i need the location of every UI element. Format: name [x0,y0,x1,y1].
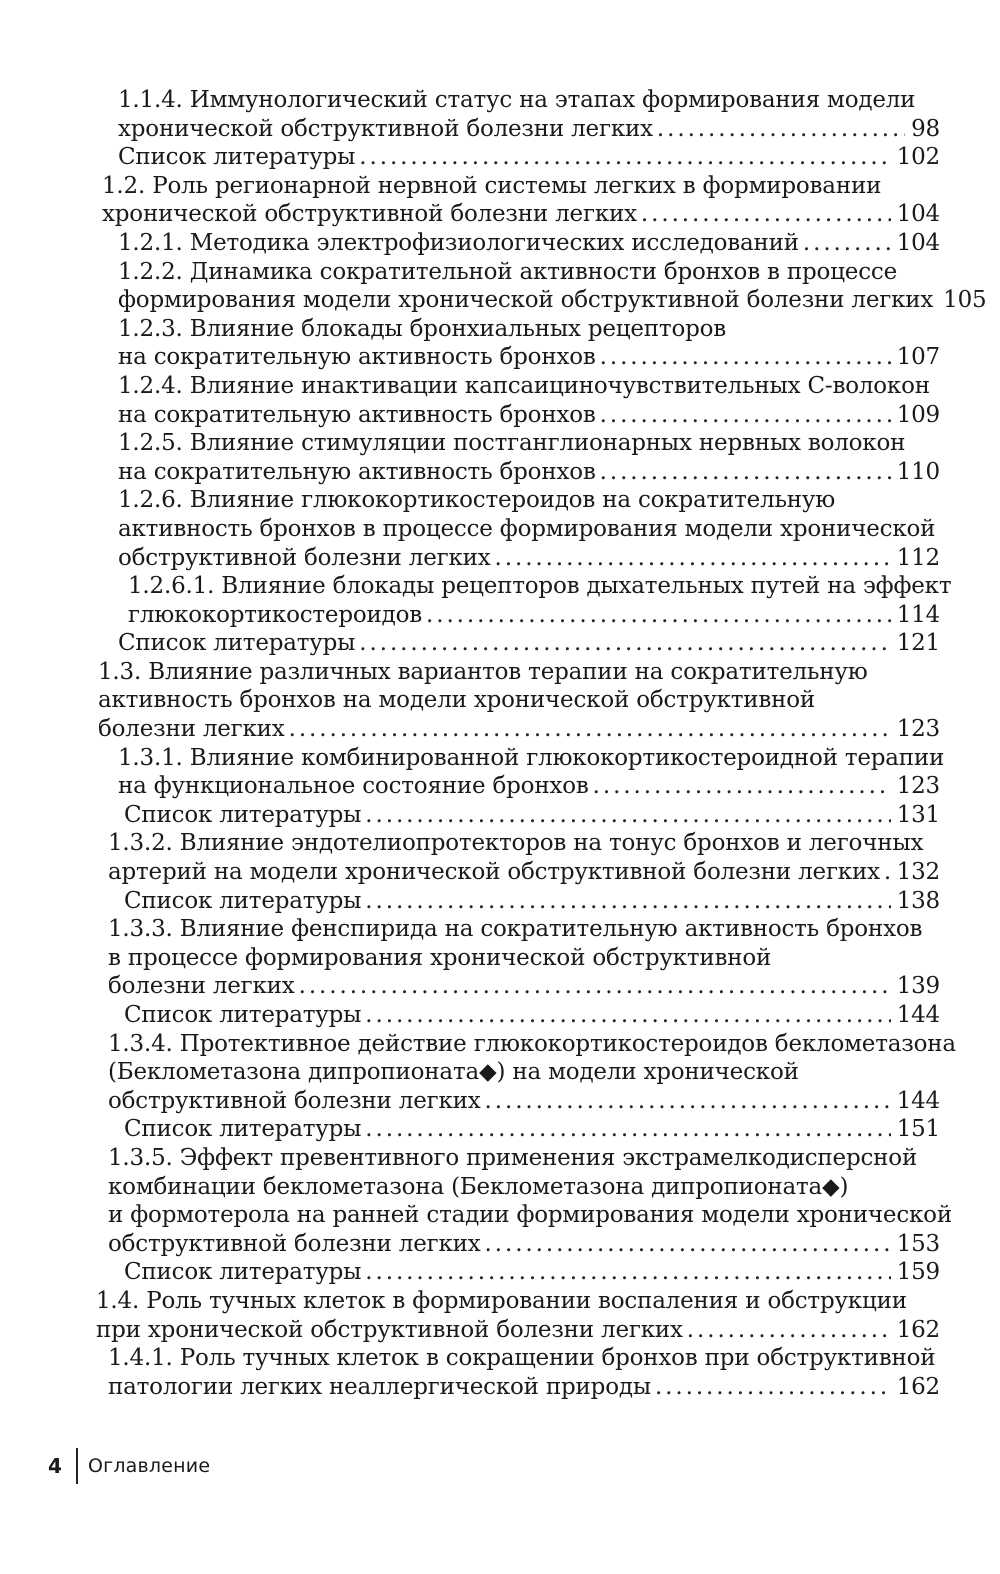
toc-entry-page: 98 [911,115,940,142]
toc-entry-title-line: 1.2.4. Влияние инактивации капсаициночувствительных С-волокон [118,372,930,399]
toc-entry-title-line: 1.2.3. Влияние блокады бронхиальных рецепторов [118,315,727,342]
toc-entry-page: 109 [896,401,940,428]
toc-entry [118,486,940,572]
toc-entry [118,744,945,801]
toc-entry-title-line: при хронической обструктивной болезни легких [96,1316,683,1343]
toc-entry-page: 105 [943,287,987,314]
toc-entry-title-line: глюкокортикостероидов [128,601,423,628]
toc-entry-last-line [118,772,940,801]
toc-entry-page: 110 [896,458,940,485]
toc-entry-title-line: 1.3.2. Влияние эндотелиопротекторов на тонус бронхов и легочных [108,830,924,857]
toc-entry-last-line [108,1373,940,1402]
toc-entry-page: 151 [896,1116,940,1143]
page-number: 4 [48,1454,62,1478]
dot-leader [657,115,905,144]
toc-entry [98,658,940,744]
toc-entry-last-line [118,544,940,573]
toc-entry [108,915,940,1001]
toc-entry-page: 162 [896,1316,940,1343]
toc-entry-page: 121 [896,630,940,657]
toc-entry [124,1115,940,1144]
toc-entry-last-line [108,1087,940,1116]
toc-entry-title-line: активность бронхов в процессе формирования модели хронической [118,515,936,542]
running-title: Оглавление [88,1455,211,1477]
toc-entry-page: 123 [896,773,940,800]
toc-entry-last-line [108,1230,940,1259]
toc-entry-title-line: на сократительную активность бронхов [118,344,596,371]
toc-entry [118,258,987,315]
toc-entry-title-line: на функциональное состояние бронхов [118,773,589,800]
toc-entry-title-line: 1.2.6.1. Влияние блокады рецепторов дыхательных путей на эффект [128,573,952,600]
toc-entry-title-line: Список литературы [124,1002,362,1028]
dot-leader [495,544,891,573]
toc-entry-last-line [124,1001,940,1030]
toc-entry-title-line: комбинации беклометазона (Беклометазона дипропионата◆) [108,1173,849,1200]
toc-entry-title-line: обструктивной болезни легких [108,1230,481,1257]
dot-leader [299,972,891,1001]
toc-entry [108,829,940,886]
dot-leader [600,343,891,372]
toc-entry-page: 162 [896,1373,940,1400]
dot-leader [884,858,891,887]
toc-entry-title-line: 1.3. Влияние различных вариантов терапии на сократительную [98,658,868,685]
dot-leader [365,1001,890,1030]
toc-entry [118,429,940,486]
toc-entry [118,229,940,258]
toc-entry-title-line: обструктивной болезни легких [108,1087,481,1114]
toc-entry-title-line: активность бронхов на модели хронической обструктивной [98,687,816,714]
dot-leader [359,629,890,658]
toc-entry-last-line [124,801,940,830]
toc-entry-title-line: и формотерола на ранней стадии формирования модели хронической [108,1202,952,1229]
dot-leader [687,1316,891,1345]
toc-entry [118,86,940,143]
toc-entry-title-line: 1.4.1. Роль тучных клеток в сокращении бронхов при обструктивной [108,1345,936,1372]
toc-entry-last-line [128,601,940,630]
toc-entry [118,629,940,658]
toc-entry-title-line: 1.2.5. Влияние стимуляции постганглионарных нервных волокон [118,430,906,457]
toc-entry-last-line [118,401,940,430]
toc-entry [124,1258,940,1287]
toc-entry-title-line: болезни легких [108,973,295,1000]
toc-entry-title-line: 1.4. Роль тучных клеток в формировании воспаления и обструкции [96,1287,907,1314]
toc-entry-page: 144 [896,1002,940,1028]
dot-leader [289,715,891,744]
toc-entry-page: 132 [896,859,940,886]
toc-entry-last-line [118,286,987,315]
toc-entry-title-line: хронической обструктивной болезни легких [102,201,637,228]
dot-leader [485,1087,891,1116]
toc-entry-title-line: артерий на модели хронической обструктивной болезни легких [108,859,880,886]
toc-entry-title-line: Список литературы [118,630,356,657]
toc-entry-last-line [118,343,940,372]
toc-entry [124,801,940,830]
toc-entry-title-line: Список литературы [124,1259,362,1286]
toc-entry-title-line: на сократительную активность бронхов [118,401,596,428]
toc-entry-last-line [118,143,940,172]
toc-entry-title-line: Список литературы [118,144,356,171]
toc-entry-last-line [108,972,940,1001]
toc-entry-title-line: 1.1.4. Иммунологический статус на этапах формирования модели [118,87,916,113]
toc-entry-title-line: (Беклометазона дипропионата◆) на модели хронической [108,1059,799,1086]
dot-leader [803,229,891,258]
toc-entry-page: 114 [896,601,940,628]
toc-entry-last-line [96,1316,940,1345]
toc-entry-title-line: 1.2. Роль регионарной нервной системы легких в формировании [102,172,882,199]
dot-leader [485,1230,891,1259]
toc-entry-page: 153 [896,1230,940,1257]
toc-entry-page: 102 [896,144,940,171]
toc-entry [118,143,940,172]
dot-leader [365,887,890,916]
toc-entry-last-line [118,115,940,144]
footer-divider [76,1448,78,1484]
toc-entry-last-line [98,715,940,744]
toc-entry [102,172,940,229]
toc-entry-page: 107 [896,344,940,371]
toc-entry-title-line: 1.2.6. Влияние глюкокортикостероидов на сократительную [118,487,836,514]
toc-entry-title-line: Список литературы [124,1116,362,1143]
toc-entry-page: 131 [896,801,940,828]
toc-entry-page: 139 [896,973,940,1000]
toc-entry-title-line: в процессе формирования хронической обструктивной [108,944,772,971]
toc-entry-page: 144 [896,1087,940,1114]
toc-entry-title-line: 1.3.3. Влияние фенспирида на сократительную активность бронхов [108,916,923,943]
toc-entry-last-line [124,887,940,916]
toc-entry [96,1287,940,1344]
toc-entry-last-line [118,229,940,258]
dot-leader [426,601,891,630]
dot-leader [365,1115,890,1144]
toc-entry-title-line: Список литературы [124,801,362,828]
toc-entry [108,1030,956,1116]
toc-entry-title-line: обструктивной болезни легких [118,544,491,571]
dot-leader [365,801,890,830]
toc-entry-last-line [124,1115,940,1144]
toc-entry-title-line: формирования модели хронической обструктивной болезни легких [118,287,934,314]
dot-leader [359,143,890,172]
toc-entry-last-line [108,858,940,887]
toc-entry-title-line: 1.2.1. Методика электрофизиологических исследований [118,229,799,256]
toc-entry-title-line: 1.2.2. Динамика сократительной активности бронхов в процессе [118,258,897,285]
toc-entry-page: 159 [896,1259,940,1286]
dot-leader [600,458,891,487]
dot-leader [600,401,891,430]
toc-entry-last-line [118,629,940,658]
page-footer [48,1448,210,1484]
dot-leader [655,1373,891,1402]
toc-entry-title-line: болезни легких [98,716,285,743]
toc-entry-title-line: на сократительную активность бронхов [118,458,596,485]
toc-entry-title-line: патологии легких неаллергической природы [108,1373,651,1400]
toc-entry-page: 138 [896,887,940,914]
toc-entry-last-line [102,200,940,229]
toc-entry-title-line: Список литературы [124,887,362,914]
dot-leader [641,200,891,229]
dot-leader [365,1258,890,1287]
toc-entry-last-line [118,458,940,487]
toc-entry-title-line: 1.3.5. Эффект превентивного применения экстрамелкодисперсной [108,1144,918,1171]
toc-entry-page: 123 [896,716,940,743]
toc-entry-page: 104 [896,229,940,256]
toc-entry [124,887,940,916]
toc-entry [118,315,940,372]
toc-entry-page: 112 [896,544,940,571]
toc-entry [128,572,952,629]
toc-entry-title-line: 1.3.4. Протективное действие глюкокортикостероидов беклометазона [108,1030,956,1057]
table-of-contents [0,86,1000,1401]
dot-leader [593,772,891,801]
toc-entry [108,1344,940,1401]
toc-entry [124,1001,940,1030]
toc-entry [108,1144,952,1258]
toc-entry-page: 104 [896,201,940,228]
toc-entry-title-line: 1.3.1. Влияние комбинированной глюкокортикостероидной терапии [118,744,945,771]
toc-entry-title-line: хронической обструктивной болезни легких [118,115,653,142]
toc-entry [118,372,940,429]
toc-entry-last-line [124,1258,940,1287]
